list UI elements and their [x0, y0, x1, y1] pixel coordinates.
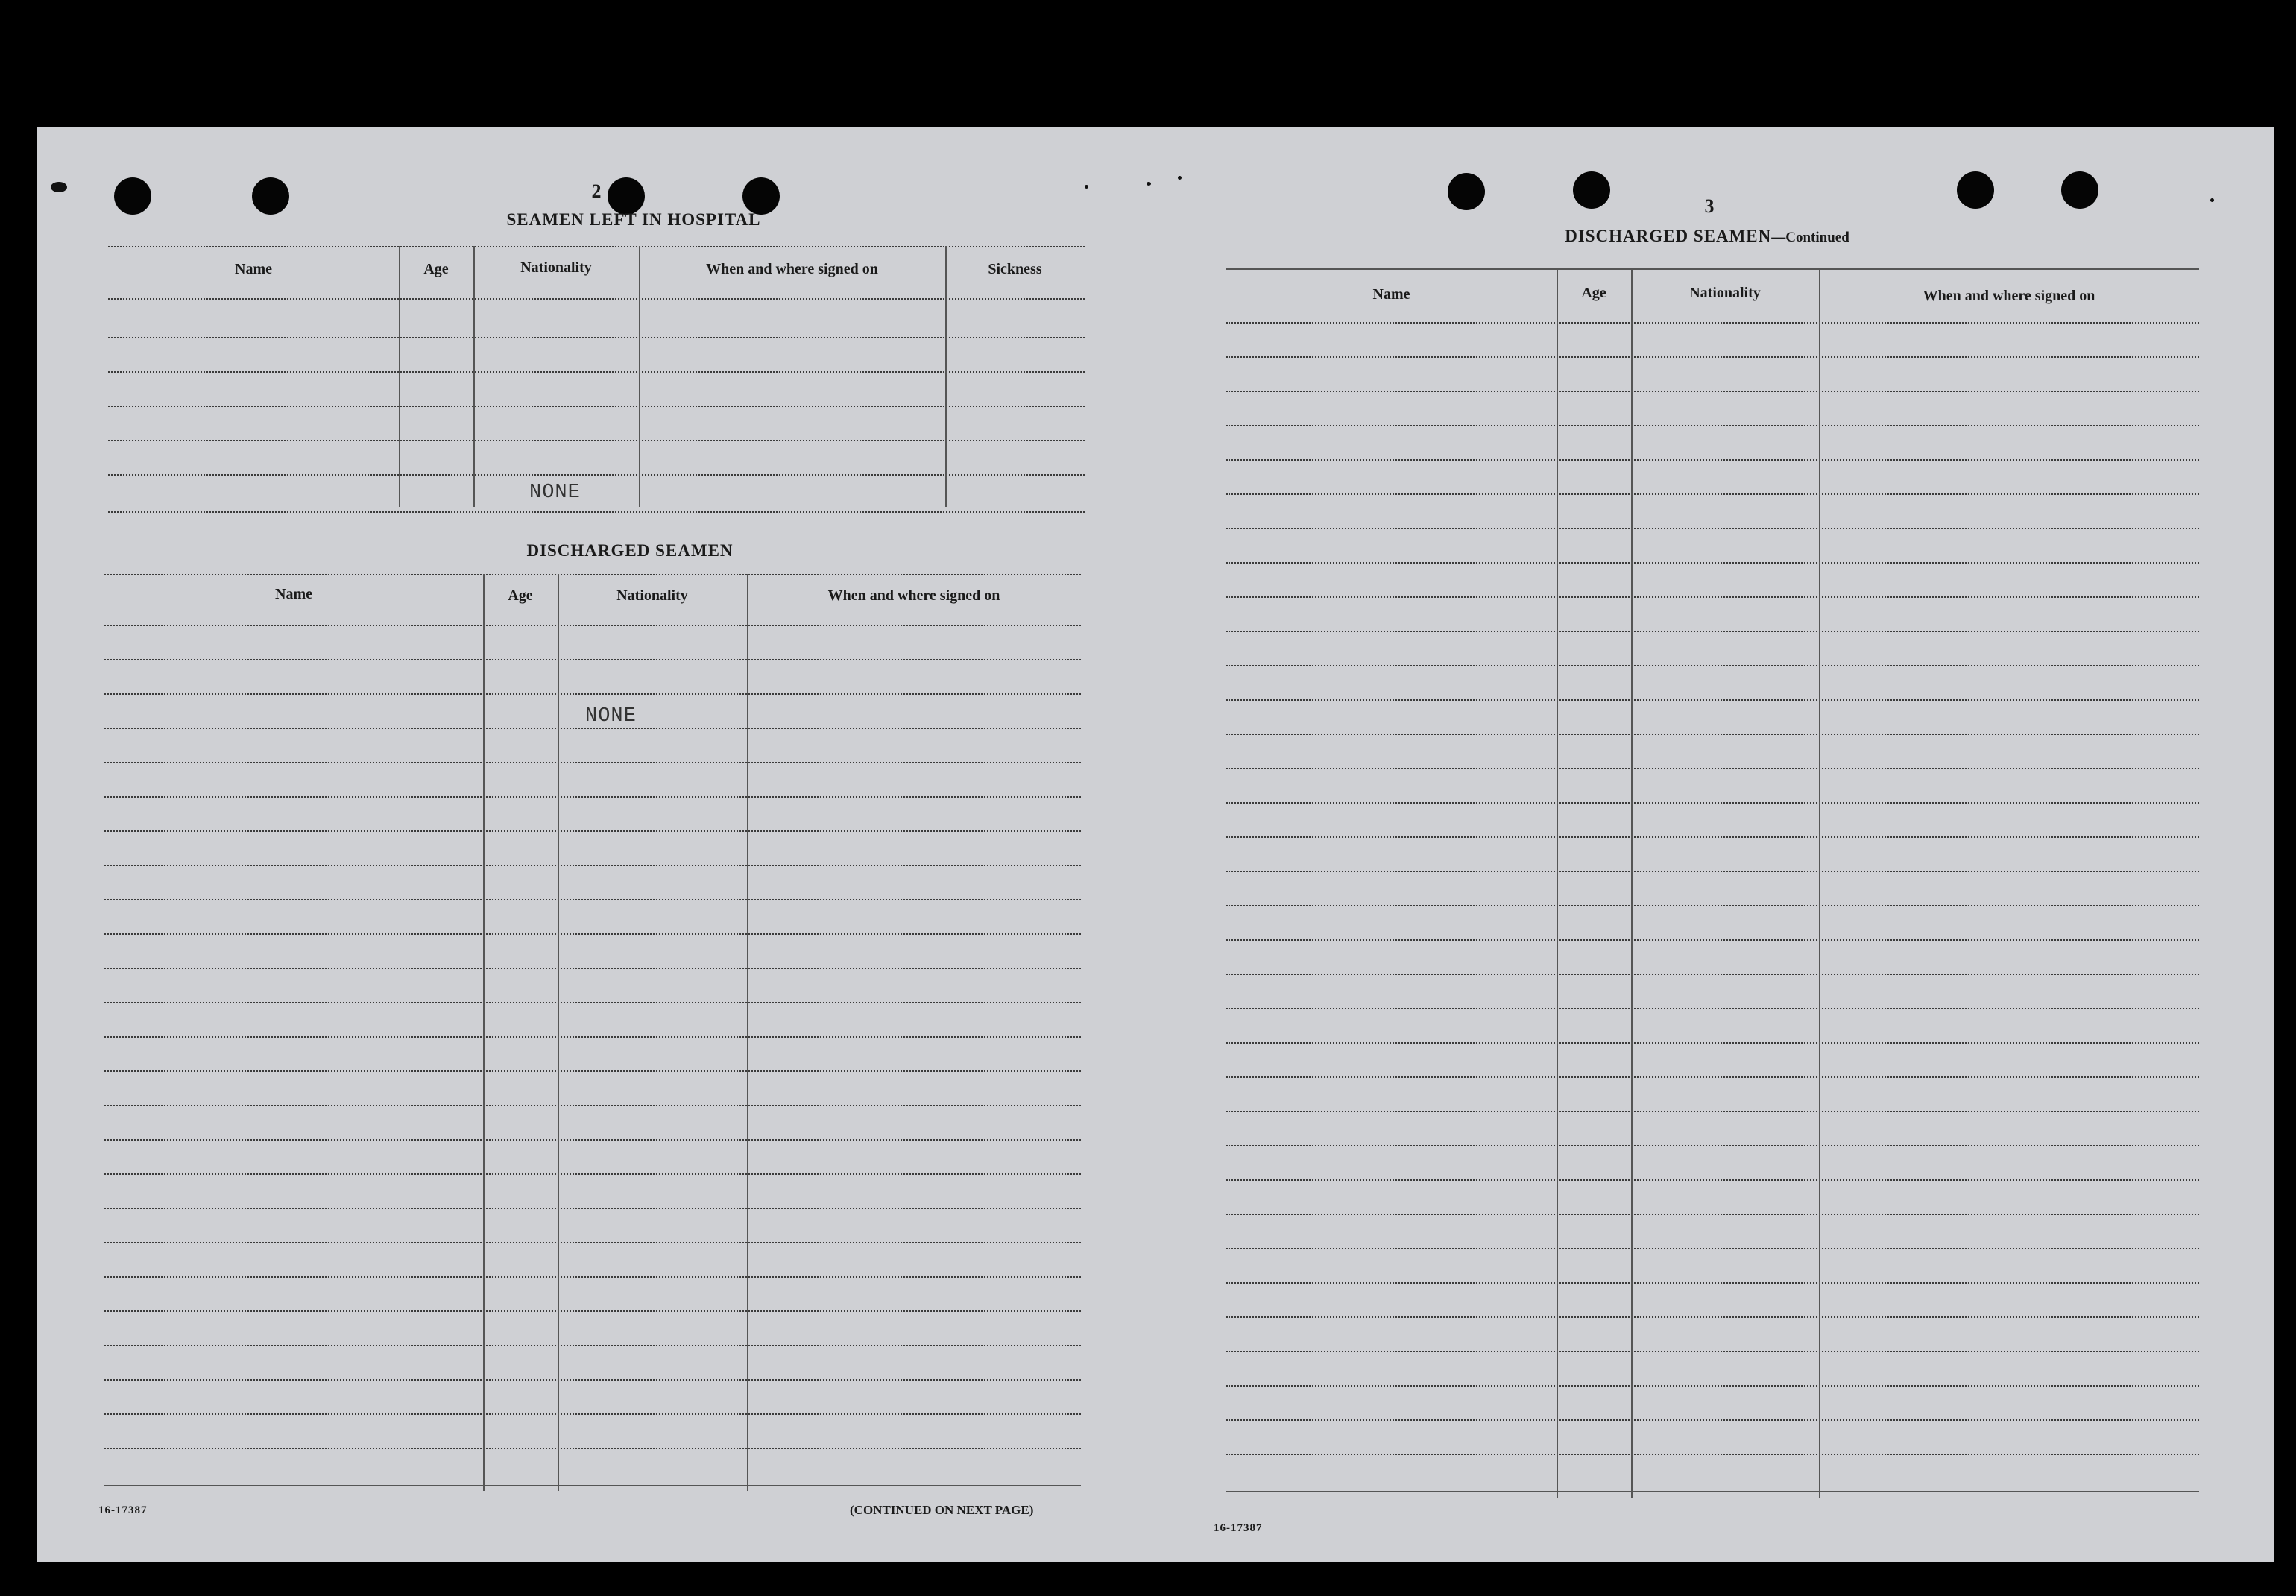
- table-rule: [1226, 631, 2199, 632]
- table-rule: [104, 1413, 1081, 1415]
- right-section-title-suffix: —Continued: [1771, 230, 1849, 245]
- table-rule: [1226, 1214, 2199, 1215]
- table-rule: [104, 625, 1081, 626]
- table-rule: [1226, 268, 2199, 270]
- column-divider: [483, 574, 485, 1491]
- table-rule: [1226, 1351, 2199, 1352]
- column-divider: [473, 246, 475, 507]
- column-header-signed-on: When and where signed on: [1923, 288, 2095, 304]
- table-rule: [104, 899, 1081, 900]
- speck: [1085, 185, 1088, 189]
- table-rule: [1226, 1145, 2199, 1146]
- discharged-entry-none: NONE: [585, 705, 637, 728]
- table-rule: [1226, 1491, 2199, 1492]
- column-header-age: Age: [1581, 285, 1606, 301]
- hospital-section-title: SEAMEN LEFT IN HOSPITAL: [506, 210, 761, 229]
- table-rule: [104, 574, 1081, 575]
- column-divider: [399, 246, 400, 507]
- column-divider: [558, 574, 559, 1491]
- discharged-section-title: DISCHARGED SEAMEN: [526, 541, 734, 560]
- table-rule: [1226, 734, 2199, 735]
- table-rule: [104, 1485, 1081, 1486]
- column-header-signed-on: When and where signed on: [827, 587, 1000, 604]
- table-rule: [1226, 425, 2199, 426]
- table-rule: [1226, 1111, 2199, 1112]
- table-rule: [1226, 1179, 2199, 1181]
- column-header-nationality: Nationality: [616, 587, 688, 604]
- speck: [51, 182, 67, 192]
- table-rule: [104, 1276, 1081, 1278]
- table-rule: [104, 728, 1081, 729]
- column-header-name: Name: [1372, 286, 1410, 303]
- hospital-entry-none: NONE: [529, 482, 581, 504]
- table-rule: [1226, 1282, 2199, 1284]
- table-rule: [1226, 1008, 2199, 1009]
- table-rule: [1226, 802, 2199, 804]
- column-header-nationality: Nationality: [520, 259, 592, 276]
- table-rule: [108, 246, 1085, 247]
- table-rule: [1226, 1042, 2199, 1044]
- table-rule: [1226, 1248, 2199, 1249]
- table-rule: [104, 1036, 1081, 1038]
- table-rule: [1226, 322, 2199, 324]
- page-number-right: 3: [1704, 195, 1715, 217]
- table-rule: [104, 830, 1081, 832]
- continued-note: (CONTINUED ON NEXT PAGE): [850, 1503, 1034, 1517]
- table-rule: [1226, 768, 2199, 769]
- column-header-age: Age: [423, 261, 449, 277]
- punch-hole: [1448, 173, 1485, 210]
- table-rule: [108, 337, 1085, 338]
- table-rule: [1226, 391, 2199, 392]
- page-number-left: 2: [591, 180, 602, 202]
- table-rule: [1226, 596, 2199, 598]
- column-header-name: Name: [235, 261, 272, 277]
- punch-hole: [2061, 171, 2098, 209]
- table-rule: [104, 1448, 1081, 1449]
- table-rule: [1226, 939, 2199, 941]
- column-header-name: Name: [275, 586, 312, 602]
- table-rule: [104, 1379, 1081, 1381]
- table-rule: [104, 1105, 1081, 1106]
- table-rule: [104, 693, 1081, 695]
- punch-hole: [1573, 171, 1610, 209]
- document-sheet: [37, 127, 2274, 1562]
- column-divider: [1557, 268, 1558, 1498]
- discharged-table: [104, 574, 1081, 1498]
- table-rule: [104, 1242, 1081, 1243]
- table-rule: [108, 371, 1085, 373]
- column-divider: [1819, 268, 1820, 1498]
- table-rule: [1226, 493, 2199, 495]
- table-rule: [104, 1139, 1081, 1141]
- column-header-age: Age: [508, 587, 533, 604]
- table-rule: [108, 298, 1085, 300]
- punch-hole: [114, 177, 151, 215]
- table-rule: [1226, 1076, 2199, 1078]
- speck: [2210, 198, 2214, 202]
- table-rule: [104, 968, 1081, 969]
- table-rule: [108, 474, 1085, 476]
- column-header-sickness: Sickness: [988, 261, 1042, 277]
- table-rule: [104, 1002, 1081, 1003]
- table-rule: [1226, 871, 2199, 872]
- table-rule: [1226, 699, 2199, 701]
- table-rule: [108, 511, 1085, 513]
- table-rule: [1226, 1385, 2199, 1387]
- table-rule: [104, 933, 1081, 935]
- punch-hole: [1957, 171, 1994, 209]
- punch-hole: [742, 177, 780, 215]
- table-rule: [1226, 836, 2199, 838]
- table-rule: [104, 1173, 1081, 1175]
- table-rule: [1226, 1316, 2199, 1318]
- hospital-table: [108, 246, 1085, 514]
- table-rule: [104, 659, 1081, 660]
- table-rule: [108, 406, 1085, 407]
- table-rule: [104, 796, 1081, 798]
- punch-hole: [608, 177, 645, 215]
- table-rule: [1226, 905, 2199, 906]
- table-rule: [1226, 974, 2199, 975]
- right-section-title: [1446, 227, 1968, 246]
- table-rule: [1226, 1419, 2199, 1421]
- column-divider: [1631, 268, 1633, 1498]
- table-rule: [104, 865, 1081, 866]
- table-rule: [104, 762, 1081, 763]
- table-rule: [1226, 1454, 2199, 1455]
- right-section-title-main: DISCHARGED SEAMEN: [1565, 227, 1772, 245]
- speck: [1147, 182, 1151, 186]
- table-rule: [1226, 528, 2199, 529]
- discharged-continued-table: [1226, 268, 2199, 1510]
- table-rule: [104, 1310, 1081, 1312]
- punch-hole: [252, 177, 289, 215]
- column-divider: [639, 246, 640, 507]
- table-rule: [1226, 665, 2199, 666]
- column-header-nationality: Nationality: [1689, 285, 1761, 301]
- table-rule: [108, 440, 1085, 441]
- column-divider: [945, 246, 947, 507]
- speck: [1178, 176, 1182, 180]
- form-number-right: 16-17387: [1214, 1522, 1263, 1534]
- table-rule: [1226, 562, 2199, 564]
- table-rule: [104, 1070, 1081, 1072]
- column-divider: [747, 574, 748, 1491]
- table-rule: [104, 1345, 1081, 1346]
- table-rule: [104, 1208, 1081, 1209]
- form-number-left: 16-17387: [98, 1504, 148, 1516]
- table-rule: [1226, 356, 2199, 358]
- column-header-signed-on: When and where signed on: [706, 261, 878, 277]
- table-rule: [1226, 459, 2199, 461]
